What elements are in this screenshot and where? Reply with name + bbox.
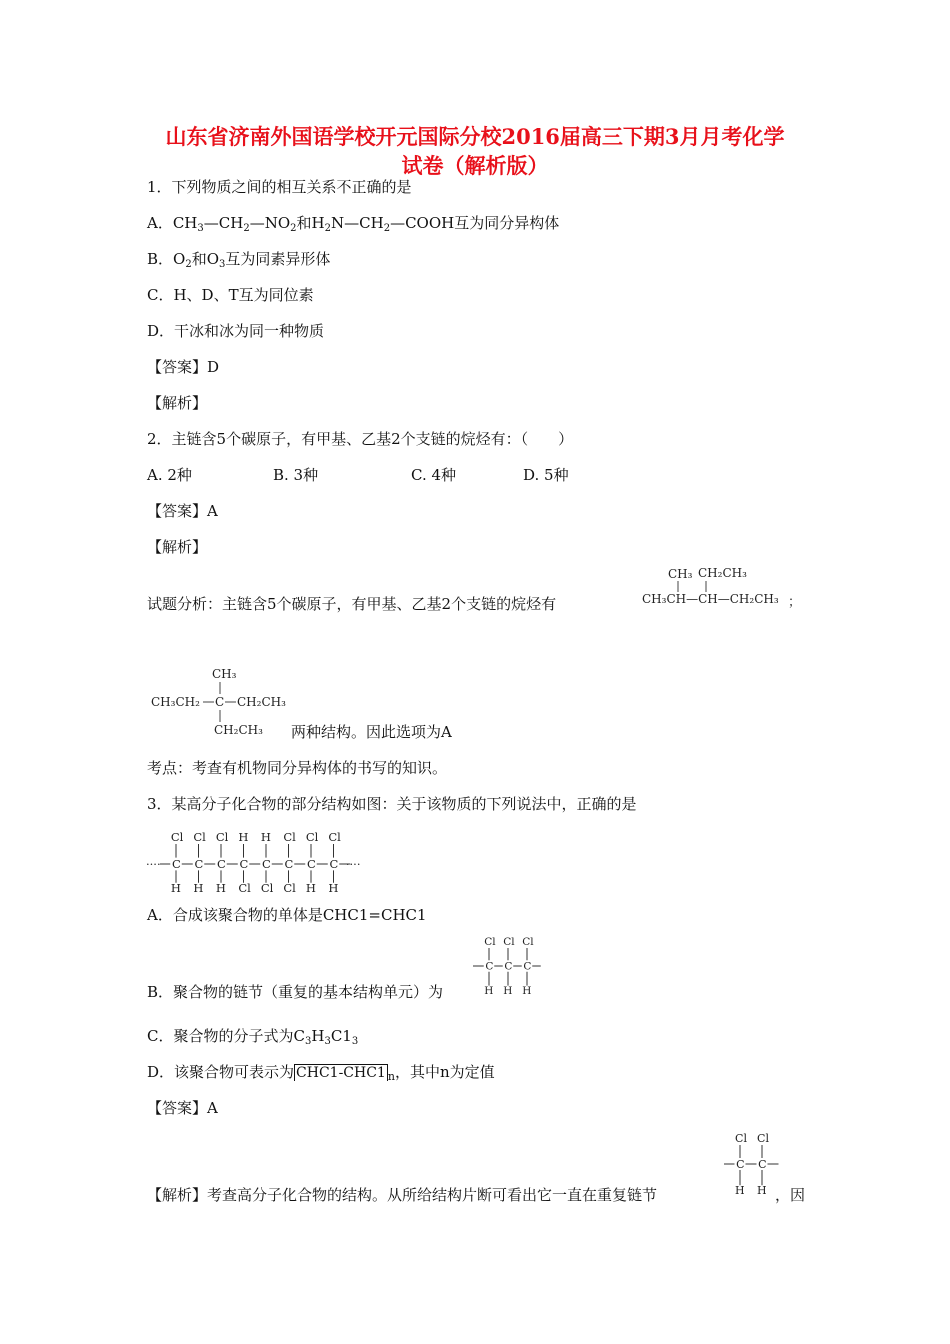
- atom-top: Cl: [328, 830, 341, 844]
- q2-option-d: D. 5种: [523, 466, 569, 484]
- q3-option-b: B．聚合物的链节（重复的基本结构单元）为: [147, 983, 444, 1001]
- carbon-atom: C: [171, 857, 181, 872]
- carbon-atom: C: [485, 960, 494, 973]
- q2-point: 考点：考查有机物同分异构体的书写的知识。: [147, 759, 448, 777]
- q2-structure-2: [148, 664, 293, 746]
- atom-bottom: H: [328, 881, 339, 895]
- q1-analysis: 【解析】: [147, 394, 208, 412]
- atom-top: Cl: [484, 936, 496, 948]
- polymer-bracket-formula: CHC1-CHC1: [296, 1065, 386, 1081]
- carbon-atom: C: [284, 857, 294, 872]
- q2-structure-1: [640, 562, 810, 618]
- atom-top: Cl: [757, 1132, 769, 1145]
- q2-answer: 【答案】A: [147, 502, 218, 520]
- q2-analysis: 【解析】: [147, 538, 208, 556]
- atom-top: Cl: [193, 830, 206, 844]
- carbon-atom: C: [261, 857, 271, 872]
- polymer-n: n: [387, 1070, 395, 1083]
- q2-s2-top: CH₃: [212, 667, 237, 681]
- chain-drawing: [146, 830, 361, 895]
- carbon-atom: C: [736, 1157, 745, 1171]
- carbon-atom: C: [194, 857, 204, 872]
- atom-top: Cl: [215, 830, 229, 844]
- q3-analysis-tail: ，因: [775, 1186, 806, 1204]
- q1-option-d: D．干冰和冰为同一种物质: [147, 322, 325, 340]
- carbon-atom: C: [306, 857, 316, 872]
- q2-stem: 2．主链含5个碳原子，有甲基、乙基2个支链的烷烃有：（ ）: [147, 430, 574, 448]
- atom-bottom: H: [193, 881, 204, 895]
- atom-top: Cl: [503, 936, 515, 948]
- atom-bottom: Cl: [238, 881, 251, 895]
- q2-option-c: C. 4种: [411, 466, 457, 484]
- q2-s1-end: ；: [788, 595, 802, 610]
- atom-top: H: [238, 830, 249, 844]
- q3-polymer-chain: [146, 826, 386, 904]
- atom-bottom: H: [215, 881, 226, 895]
- q2-after-text: 两种结构。因此选项为A: [291, 723, 452, 741]
- q2-option-a: A. 2种: [147, 466, 192, 484]
- atom-top: Cl: [522, 936, 534, 948]
- q2-s2-right: CH₂CH₃: [237, 695, 286, 709]
- atom-bottom: H: [735, 1184, 745, 1197]
- atom-bottom: H: [305, 881, 316, 895]
- carbon-atom: C: [239, 857, 249, 872]
- unit2-structure: [724, 1132, 779, 1197]
- atom-bottom: Cl: [260, 881, 274, 895]
- atom-top: Cl: [283, 830, 296, 844]
- atom-bottom: H: [503, 985, 513, 997]
- q2-s2-center: C: [215, 695, 225, 709]
- atom-bottom: H: [522, 985, 532, 997]
- q3-unit-3: [470, 932, 550, 1004]
- q3-option-a: A．合成该聚合物的单体是CHC1=CHC1: [147, 906, 427, 924]
- atom-top: Cl: [735, 1132, 747, 1145]
- q2-s1-main-chain: CH₃CH—CH—CH₂CH₃: [642, 592, 779, 606]
- carbon-atom: C: [504, 960, 513, 973]
- q2-option-b: B. 3种: [273, 466, 319, 484]
- carbon-atom: C: [329, 857, 339, 872]
- q3-stem: 3．某高分子化合物的部分结构如图：关于该物质的下列说法中，正确的是: [147, 795, 637, 813]
- q2-s2-left: CH₃CH₂: [151, 695, 200, 709]
- carbon-atom: C: [758, 1157, 767, 1171]
- q3-answer: 【答案】A: [147, 1099, 218, 1117]
- q2-s2-bottom: CH₂CH₃: [214, 723, 263, 737]
- atom-top: Cl: [170, 830, 184, 844]
- q3-option-c: C．聚合物的分子式为$C_3H_3C1_3$: [147, 1027, 359, 1047]
- carbon-atom: C: [523, 960, 532, 973]
- q2-s1-methyl: CH₃: [668, 567, 693, 581]
- atom-top: Cl: [305, 830, 319, 844]
- q1-answer: 【答案】D: [147, 358, 220, 376]
- chain-dots-right: ····: [345, 857, 361, 871]
- q2-detail: 试题分析：主链含5个碳原子，有甲基、乙基2个支链的烷烃有: [147, 595, 557, 613]
- q3-unit-2: [722, 1128, 782, 1206]
- q3-analysis: 【解析】考查高分子化合物的结构。从所给结构片断可看出它一直在重复链节: [147, 1186, 658, 1204]
- q3-option-d: D．该聚合物可表示为 CHC1-CHC1 $_n$，其中n为定值: [147, 1063, 495, 1083]
- unit3-structure: [473, 936, 541, 997]
- q1-option-c: C．H、D、T互为同位素: [147, 286, 314, 304]
- atom-bottom: H: [757, 1184, 767, 1197]
- atom-bottom: H: [170, 881, 181, 895]
- atom-bottom: Cl: [283, 881, 296, 895]
- chain-dots-left: ····: [146, 857, 161, 871]
- q1-stem: 1．下列物质之间的相互关系不正确的是: [147, 178, 412, 196]
- q2-options: [147, 465, 569, 485]
- atom-top: H: [260, 830, 271, 844]
- q1-option-a: A．$CH_3—CH_2—NO_2$和$H_2N—CH_2—COOH$互为同分异构体: [147, 214, 560, 234]
- q1-option-b: B．$O_2$和$O_3$互为同素异形体: [147, 250, 331, 270]
- document-title-line1: 山东省济南外国语学校开元国际分校2016届高三下期3月月考化学: [165, 124, 785, 149]
- atom-bottom: H: [484, 985, 494, 997]
- q2-s1-ethyl: CH₂CH₃: [698, 566, 747, 580]
- document-title-line2: 试卷（解析版）: [401, 153, 549, 178]
- carbon-atom: C: [216, 857, 226, 872]
